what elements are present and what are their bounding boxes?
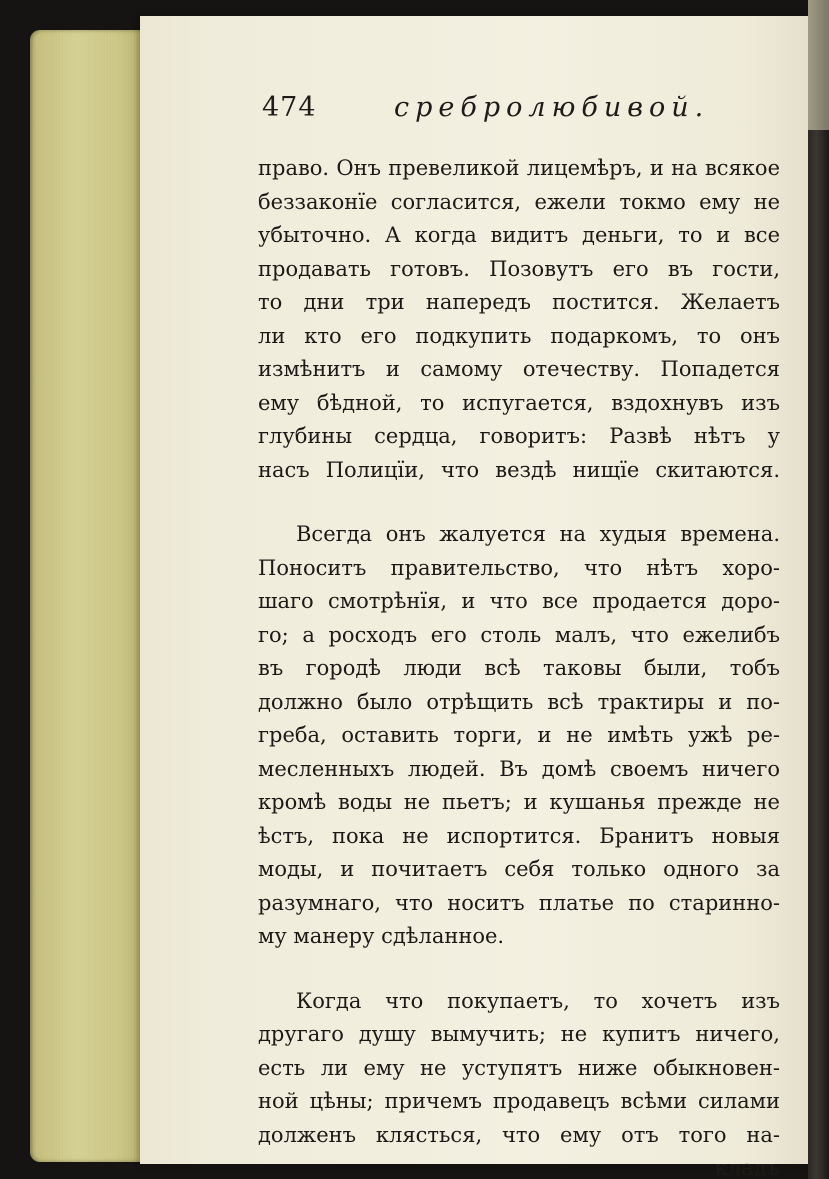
text-line: го; а росходъ его столь малъ, что ежелибъ	[258, 622, 780, 647]
text-line: насъ Полицїи, что вездѣ нищїе скитаются.	[258, 457, 780, 482]
text-line: кромѣ воды не пьетъ; и кушанья прежде не	[258, 790, 780, 814]
text-line: должно было отрѣщить всѣ трактиры и по-	[258, 689, 780, 714]
page-edges	[30, 30, 145, 1162]
paragraph-1	[258, 152, 780, 487]
text-line: разумнаго, что носитъ платье по старинно-	[258, 890, 780, 915]
text-line: ѣстъ, пока не испортится. Бранитъ новыя	[258, 823, 780, 848]
text-line: Всегда онъ жалуется на худыя времена.	[296, 522, 780, 546]
text-line: Поноситъ правительство, что нѣтъ хоро-	[258, 555, 780, 580]
text-line: есть ли ему не уступятъ ниже обыкновен-	[258, 1055, 780, 1080]
paragraph-3-continued	[258, 1018, 780, 1179]
text-line: ной цѣны; причемъ продавецъ всѣми силами	[258, 1089, 780, 1113]
text-line: ему бѣдной, то испугается, вздохнувъ изъ	[258, 390, 780, 415]
paragraph-2-continued	[258, 552, 780, 954]
text-line: въ городѣ люди всѣ таковы были, тобъ	[258, 656, 780, 680]
paragraph-3	[258, 985, 780, 1019]
text-line: Когда что покупаетъ, то хочетъ изъ	[296, 988, 780, 1013]
text-line: беззаконїе согласится, ежели токмо ему не	[258, 189, 780, 214]
text-line: право. Онъ превеликой лицемѣръ, и на всякое	[258, 156, 780, 180]
text-line: глубины сердца, говоритъ: Развѣ нѣтъ у	[258, 424, 780, 448]
running-head: сребролюбивой.	[394, 92, 710, 123]
text-line: месленныхъ людей. Въ домѣ своемъ ничего	[258, 756, 780, 781]
body-text	[258, 152, 780, 1179]
right-page-edge-top	[808, 0, 829, 130]
text-line: ли кто его подкупить подаркомъ, то онъ	[258, 323, 780, 348]
text-line: долженъ клясться, что ему отъ того на-	[258, 1122, 780, 1147]
text-line: му манеру сдѣланное.	[258, 924, 505, 948]
text-line: другаго душу вымучить; не купитъ ничего,	[258, 1022, 780, 1046]
catchword: кладъ	[714, 1156, 780, 1179]
text-line: убыточно. А когда видитъ деньги, то и все	[258, 223, 780, 247]
page-number: 474	[262, 92, 317, 123]
text-line: измѣнитъ и самому отечеству. Попадется	[258, 357, 780, 381]
text-line: греба, оставить торги, и не имѣть ужѣ ре-	[258, 723, 780, 747]
text-line: продавать готовъ. Позовутъ его въ гости,	[258, 256, 780, 281]
paragraph-2	[258, 518, 780, 552]
right-page-edge	[808, 0, 829, 1179]
text-line: то дни три напередъ постится. Желаетъ	[258, 290, 780, 314]
text-line: шаго смотрѣнїя, и что все продается доро-	[258, 589, 780, 613]
text-line: моды, и почитаетъ себя только одного за	[258, 857, 780, 881]
page-header	[262, 92, 710, 142]
